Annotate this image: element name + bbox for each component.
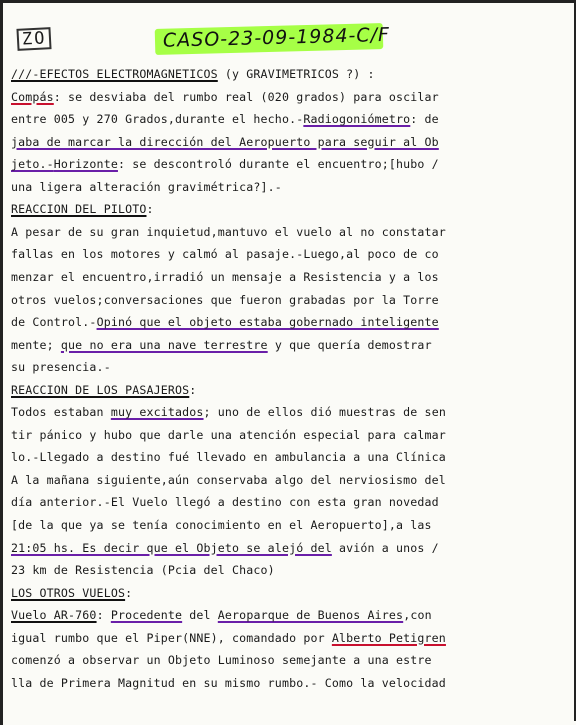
underlined-text: Vuelo AR-760 bbox=[11, 608, 97, 623]
underlined-text: Procedente bbox=[110, 608, 183, 623]
underlined-text: Alberto Petigren bbox=[331, 630, 446, 645]
text-segment: : se desviaba del rumbo real (020 grados) para oscilar bbox=[53, 89, 439, 104]
text-segment: su presencia.- bbox=[11, 360, 111, 375]
text-line bbox=[11, 382, 573, 398]
text-line bbox=[11, 494, 573, 510]
text-segment: [de la que ya se tenía conocimiento en el Aeropuerto],a las bbox=[11, 518, 432, 532]
text-segment: comenzó a observar un Objeto Luminoso semejante a una estre bbox=[11, 653, 432, 668]
text-line bbox=[11, 292, 573, 308]
text-segment: del bbox=[182, 608, 218, 623]
text-segment: ,con bbox=[403, 608, 432, 623]
text-line bbox=[11, 246, 573, 262]
text-segment: tir pánico y hubo que darle una atención especial para calmar bbox=[11, 427, 446, 442]
text-line bbox=[11, 427, 573, 443]
text-segment: : se descontroló durante el encuentro;[hubo / bbox=[117, 157, 439, 172]
text-segment: : bbox=[146, 202, 154, 217]
underlined-text: REACCION DEL PILOTO bbox=[11, 202, 147, 217]
text-line bbox=[11, 134, 573, 150]
underlined-text: que no era una nave terrestre bbox=[60, 337, 268, 352]
text-line bbox=[11, 359, 573, 375]
text-segment: y que quería demostrar bbox=[267, 337, 432, 352]
text-line bbox=[11, 652, 573, 668]
text-line bbox=[11, 337, 573, 353]
text-segment: lla de Primera Magnitud en su mismo rumbo.- Como la velocidad bbox=[11, 675, 446, 690]
text-segment: ; uno de ellos dió muestras de sen bbox=[203, 405, 446, 420]
text-line bbox=[11, 269, 573, 285]
text-segment: A pesar de su gran inquietud,mantuvo el vuelo al no constatar bbox=[11, 224, 446, 239]
text-segment: : de bbox=[410, 112, 439, 127]
text-segment: una ligera alteración gravimétrica?].- bbox=[11, 179, 282, 194]
text-segment: igual rumbo que el Piper(NNE), comandado por bbox=[11, 630, 332, 645]
underlined-text: 21:05 hs. Es decir que el Objeto se alejó del bbox=[11, 540, 332, 555]
underlined-text: LOS OTROS VUELOS bbox=[11, 585, 126, 600]
underlined-text: Compás bbox=[11, 89, 54, 104]
text-segment: : bbox=[125, 585, 133, 600]
text-segment: avión a unos / bbox=[331, 540, 439, 555]
text-segment: día anterior.-El Vuelo llegó a destino con esta gran novedad bbox=[11, 495, 439, 510]
text-line bbox=[11, 201, 573, 217]
case-stamp bbox=[155, 23, 391, 55]
text-segment: menzar el encuentro,irradió un mensaje a Resistencia y a los bbox=[11, 269, 439, 284]
text-line bbox=[11, 66, 573, 82]
underlined-text: ///-EFECTOS ELECTROMAGNETICOS bbox=[11, 67, 218, 81]
text-segment: A la mañana siguiente,aún conservaba algo del nerviosismo del bbox=[11, 472, 446, 487]
text-line bbox=[11, 472, 573, 488]
text-line bbox=[11, 517, 573, 533]
text-line bbox=[11, 156, 573, 172]
text-segment: entre 005 y 270 Grados,durante el hecho.- bbox=[11, 112, 304, 127]
underlined-text: muy excitados bbox=[110, 405, 204, 420]
underlined-text: Aeroparque de Buenos Aires bbox=[217, 608, 404, 623]
text-line bbox=[11, 675, 573, 691]
text-line bbox=[11, 540, 573, 556]
text-line bbox=[11, 585, 573, 601]
text-segment: 23 km de Resistencia (Pcia del Chaco) bbox=[11, 563, 275, 578]
text-segment: : bbox=[96, 608, 111, 623]
text-segment: : bbox=[189, 382, 197, 397]
text-segment: de Control.- bbox=[11, 315, 97, 330]
text-segment: Todos estaban bbox=[11, 405, 111, 420]
text-segment: otros vuelos;conversaciones que fueron grabadas por la Torre bbox=[11, 292, 439, 307]
text-line bbox=[11, 179, 573, 195]
underlined-text: REACCION DE LOS PASAJEROS bbox=[11, 382, 190, 397]
case-stamp-label: CASO-23-09-1984-C/F bbox=[162, 23, 391, 52]
underlined-text: Radiogoniómetro bbox=[303, 112, 411, 127]
top-border bbox=[3, 0, 576, 6]
text-segment: lo.-Llegado a destino fué llevado en ambulancia a una Clínica bbox=[11, 450, 446, 465]
underlined-text: Opinó que el objeto estaba gobernado inteligente bbox=[96, 315, 439, 330]
text-line bbox=[11, 111, 573, 127]
text-line bbox=[11, 449, 573, 465]
bottom-edge bbox=[3, 721, 576, 725]
underlined-text: Horizonte bbox=[53, 157, 118, 172]
text-line bbox=[11, 630, 573, 646]
text-line bbox=[11, 314, 573, 330]
text-segment: mente; bbox=[11, 337, 61, 352]
text-line bbox=[11, 224, 573, 240]
underlined-text: jaba de marcar la dirección del Aeropuerto para seguir al Ob bbox=[11, 134, 439, 149]
underlined-text: jeto.- bbox=[11, 157, 54, 172]
text-segment: (y GRAVIMETRICOS ?) : bbox=[217, 67, 375, 81]
text-segment: fallas en los motores y calmó al pasaje.-Luego,al poco de co bbox=[11, 247, 439, 262]
text-line bbox=[11, 607, 573, 623]
text-line bbox=[11, 89, 573, 105]
page-number: ZO bbox=[16, 27, 52, 51]
text-line bbox=[11, 562, 573, 578]
text-line bbox=[11, 404, 573, 420]
